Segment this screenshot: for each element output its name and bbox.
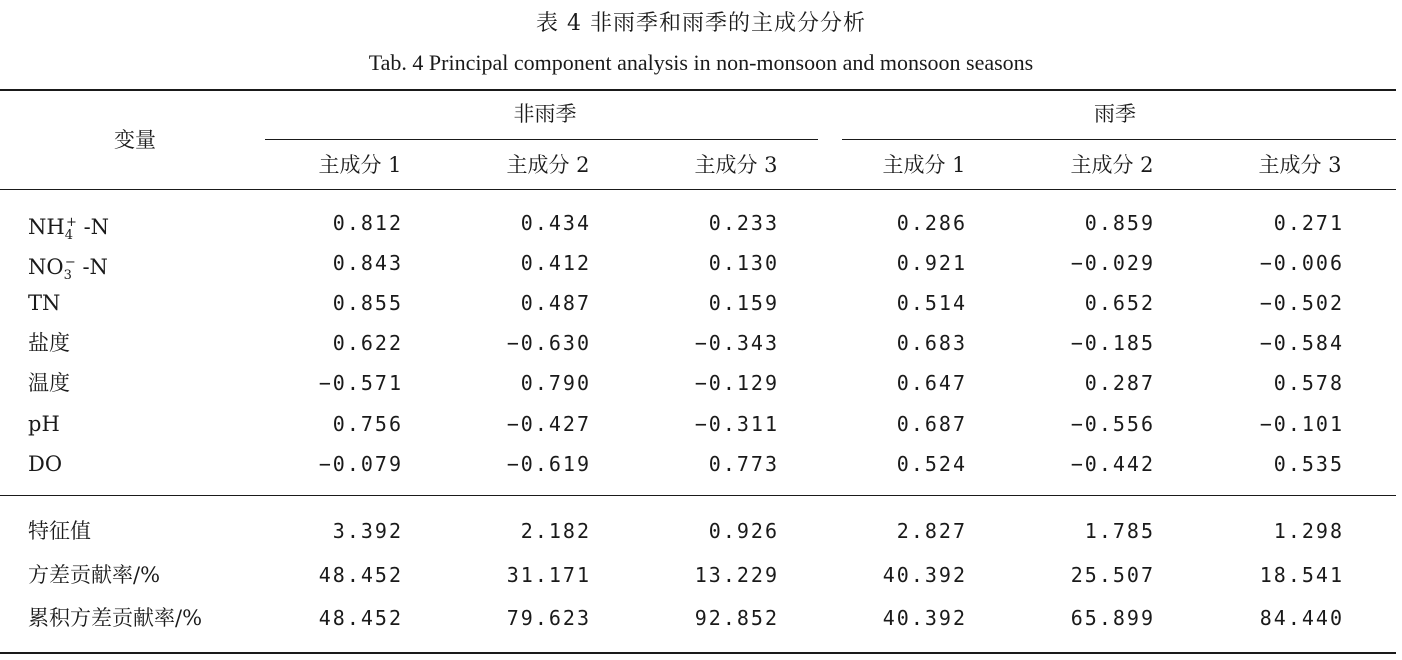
- row-label: DO: [28, 452, 63, 476]
- table-cell: 0.859: [1084, 211, 1155, 235]
- table-cell: 0.524: [896, 452, 967, 476]
- header-monsoon-pc3: 主成分 3: [1258, 153, 1342, 177]
- table-cell: 0.130: [708, 251, 779, 275]
- group-rule-monsoon: [842, 139, 1396, 140]
- row-label-subscript: 4: [64, 228, 73, 243]
- table-cell: 2.827: [896, 519, 967, 543]
- table-cell: 0.855: [332, 291, 403, 315]
- table-cell: −0.427: [506, 412, 591, 436]
- row-label-tail: -N: [75, 255, 108, 279]
- table-cell: 0.812: [332, 211, 403, 235]
- table-cell: −0.185: [1070, 331, 1155, 355]
- table-cell: 48.452: [318, 606, 403, 630]
- table-cell: −0.502: [1259, 291, 1344, 315]
- table-cell: 1.298: [1273, 519, 1344, 543]
- table-cell: 25.507: [1070, 563, 1155, 587]
- header-non-monsoon-pc3: 主成分 3: [694, 153, 778, 177]
- table-caption-english: Tab. 4 Principal component analysis in non-monsoon and monsoon seasons: [368, 50, 1034, 75]
- row-label: [28, 209, 109, 250]
- table-cell: −0.556: [1070, 412, 1155, 436]
- row-label: pH: [28, 412, 60, 436]
- table-cell: 0.926: [708, 519, 779, 543]
- table-cell: −0.619: [506, 452, 591, 476]
- table-cell: 1.785: [1084, 519, 1155, 543]
- header-group-monsoon: 雨季: [1094, 102, 1136, 126]
- table-cell: 0.514: [896, 291, 967, 315]
- table-cell: 0.756: [332, 412, 403, 436]
- table-cell: 84.440: [1259, 606, 1344, 630]
- table-cell: 13.229: [694, 563, 779, 587]
- row-label-superscript: +: [65, 215, 77, 230]
- row-label: 累积方差贡献率/%: [28, 606, 203, 630]
- table-cell: 3.392: [332, 519, 403, 543]
- table-cell: 0.843: [332, 251, 403, 275]
- row-label: 方差贡献率/%: [28, 563, 161, 587]
- table-cell: −0.101: [1259, 412, 1344, 436]
- table-cell: −0.029: [1070, 251, 1155, 275]
- table-cell: 31.171: [506, 563, 591, 587]
- table-cell: 40.392: [882, 563, 967, 587]
- table-cell: −0.006: [1259, 251, 1344, 275]
- row-label: 盐度: [28, 331, 70, 355]
- table-cell: 0.687: [896, 412, 967, 436]
- table-cell: −0.442: [1070, 452, 1155, 476]
- row-label: [28, 249, 108, 290]
- table-cell: 0.652: [1084, 291, 1155, 315]
- table-cell: −0.584: [1259, 331, 1344, 355]
- row-label-subscript: 3: [63, 268, 72, 283]
- table-cell: 0.434: [520, 211, 591, 235]
- row-label: TN: [28, 291, 61, 315]
- table-cell: 79.623: [506, 606, 591, 630]
- table-cell: −0.571: [318, 371, 403, 395]
- header-monsoon-pc2: 主成分 2: [1070, 153, 1154, 177]
- table-cell: 0.271: [1273, 211, 1344, 235]
- header-rule: [0, 189, 1396, 190]
- table-cell: −0.129: [694, 371, 779, 395]
- table-cell: 0.159: [708, 291, 779, 315]
- table-cell: 65.899: [1070, 606, 1155, 630]
- row-label: 温度: [28, 371, 70, 395]
- table-cell: 0.921: [896, 251, 967, 275]
- table-cell: 40.392: [882, 606, 967, 630]
- table-cell: 18.541: [1259, 563, 1344, 587]
- table-cell: 0.647: [896, 371, 967, 395]
- summary-rule: [0, 495, 1396, 496]
- header-group-non-monsoon: 非雨季: [513, 102, 577, 126]
- table-cell: 0.622: [332, 331, 403, 355]
- table-cell: 0.790: [520, 371, 591, 395]
- table-cell: 0.233: [708, 211, 779, 235]
- row-label-superscript: −: [64, 255, 76, 270]
- group-rule-non-monsoon: [265, 139, 818, 140]
- table-cell: 92.852: [694, 606, 779, 630]
- table-cell: 0.683: [896, 331, 967, 355]
- table-cell: 0.286: [896, 211, 967, 235]
- table-cell: 0.535: [1273, 452, 1344, 476]
- table-cell: 0.487: [520, 291, 591, 315]
- table-cell: 0.578: [1273, 371, 1344, 395]
- table-cell: −0.630: [506, 331, 591, 355]
- row-label: 特征值: [28, 519, 91, 543]
- table-cell: 2.182: [520, 519, 591, 543]
- header-variable: 变量: [114, 128, 156, 152]
- table-cell: −0.079: [318, 452, 403, 476]
- top-rule: [0, 89, 1396, 91]
- row-label-tail: -N: [76, 215, 110, 239]
- table-cell: 0.287: [1084, 371, 1155, 395]
- table-cell: 0.773: [708, 452, 779, 476]
- row-label-main: NH: [28, 215, 65, 239]
- table-cell: −0.311: [694, 412, 779, 436]
- header-non-monsoon-pc1: 主成分 1: [318, 153, 402, 177]
- table-cell: 48.452: [318, 563, 403, 587]
- header-non-monsoon-pc2: 主成分 2: [506, 153, 590, 177]
- table-cell: −0.343: [694, 331, 779, 355]
- header-monsoon-pc1: 主成分 1: [882, 153, 966, 177]
- table-caption-chinese: 表 4 非雨季和雨季的主成分分析: [536, 11, 866, 36]
- row-label-main: NO: [28, 255, 64, 279]
- bottom-rule: [0, 652, 1396, 654]
- table-cell: 0.412: [520, 251, 591, 275]
